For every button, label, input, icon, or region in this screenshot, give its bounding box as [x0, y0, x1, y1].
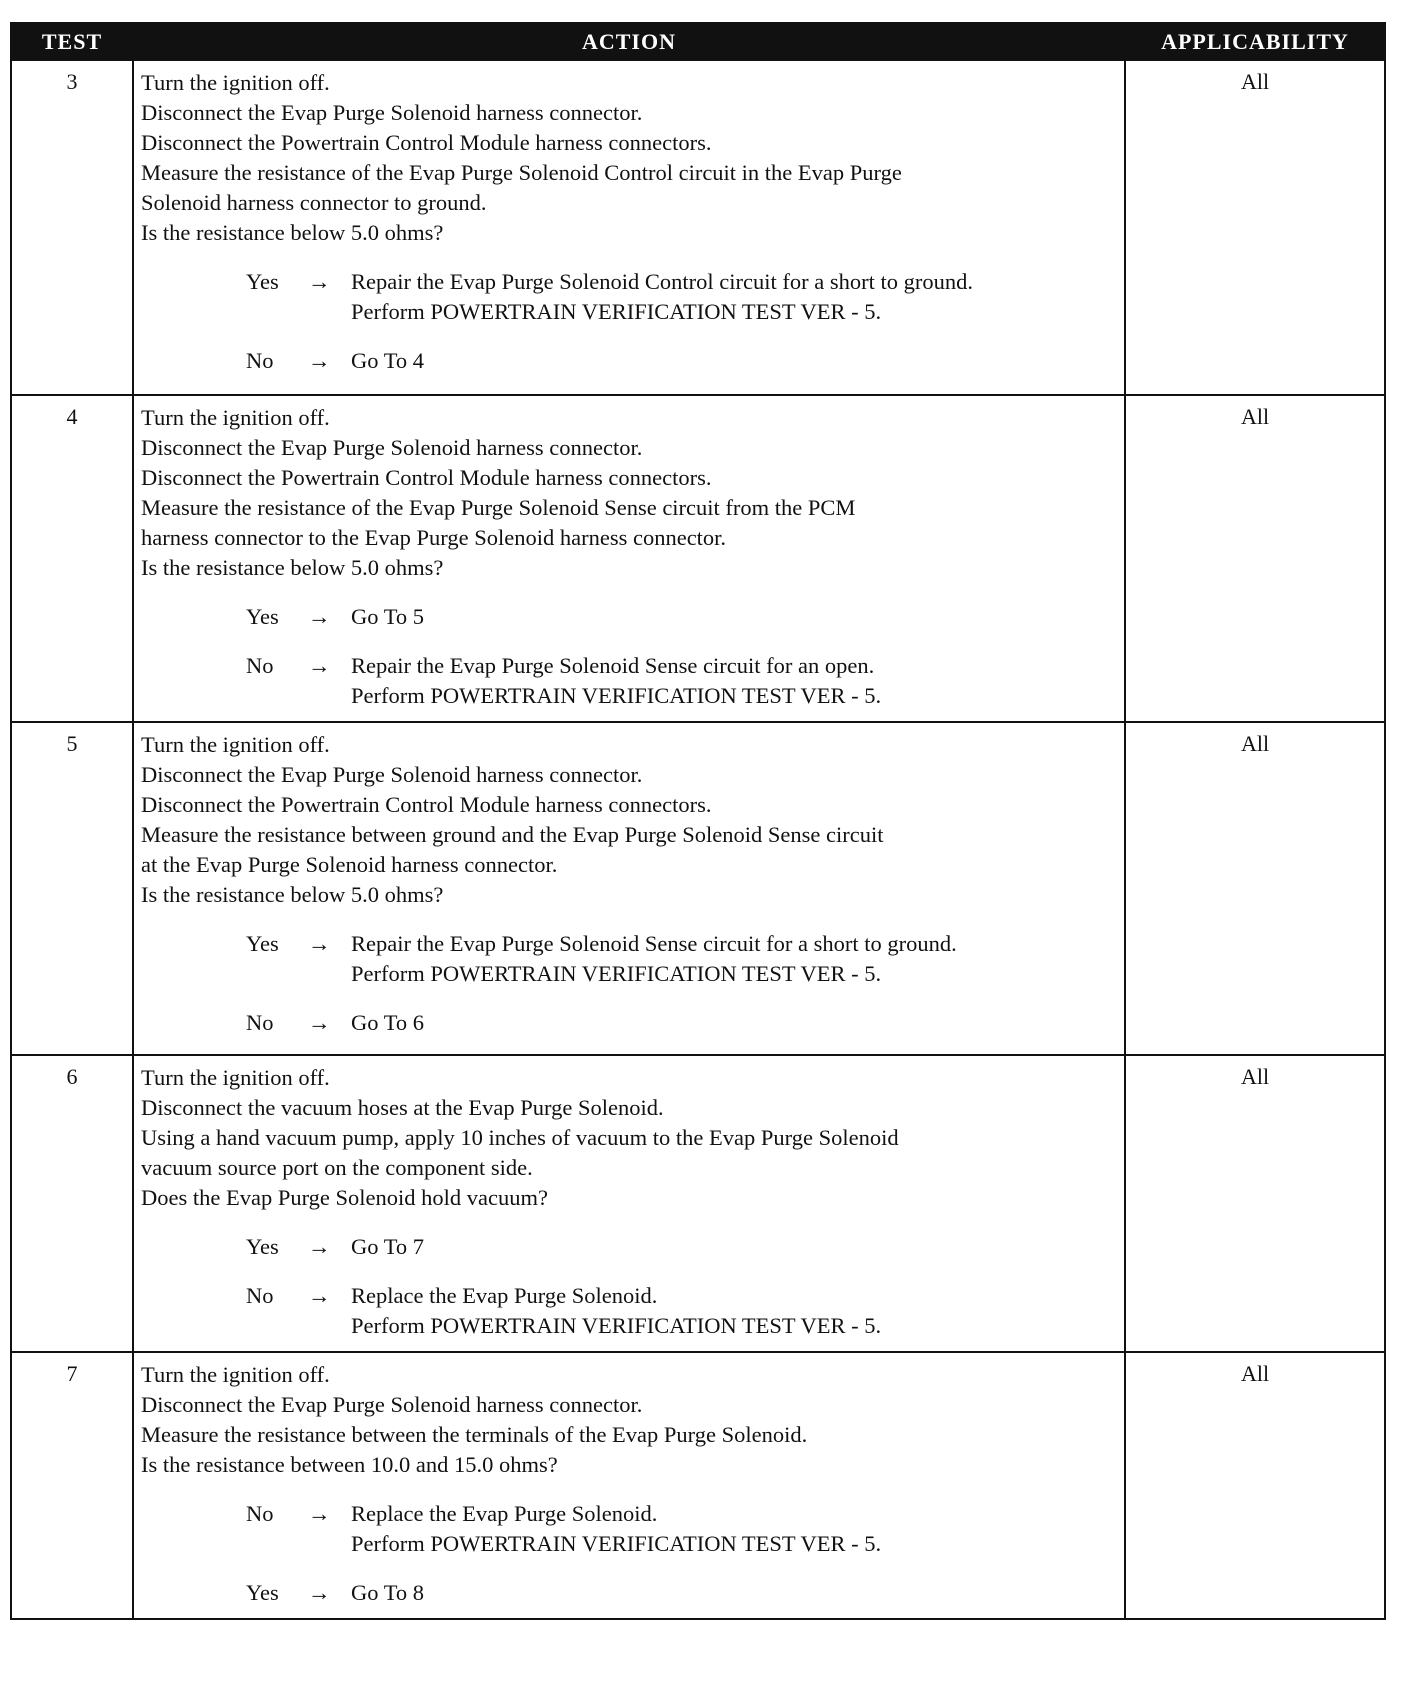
right-arrow-icon: → [308, 1010, 331, 1035]
result-line: Repair the Evap Purge Solenoid Control circuit for a short to ground. [351, 269, 973, 294]
right-arrow-icon: → [308, 1580, 331, 1605]
result-line: Perform POWERTRAIN VERIFICATION TEST VER - 5. [351, 961, 882, 986]
answer-result [351, 651, 1118, 711]
result-line: Replace the Evap Purge Solenoid. [351, 1501, 658, 1526]
answer-response: Yes [246, 269, 279, 294]
answer-branch [141, 929, 1118, 989]
action-cell [133, 395, 1125, 722]
result-line: Go To 8 [351, 1580, 425, 1605]
action-step: Turn the ignition off. [141, 1065, 330, 1090]
result-line: Perform POWERTRAIN VERIFICATION TEST VER - 5. [351, 1531, 882, 1556]
answer-result [351, 1499, 1118, 1559]
action-step: Turn the ignition off. [141, 1362, 330, 1387]
action-step: Turn the ignition off. [141, 405, 330, 430]
answer-result [351, 602, 1118, 632]
diagnostic-test-table [10, 22, 1386, 1620]
test-number: 4 [11, 395, 133, 722]
action-step: Turn the ignition off. [141, 732, 330, 757]
answer-response: Yes [246, 1234, 279, 1259]
action-cell [133, 1352, 1125, 1619]
answer-response: No [246, 348, 274, 373]
answer-branch [141, 1499, 1118, 1559]
answer-branch [141, 346, 1118, 376]
test-number: 6 [11, 1055, 133, 1352]
result-line: Go To 6 [351, 1010, 425, 1035]
test-number: 7 [11, 1352, 133, 1619]
answer-branch [141, 602, 1118, 632]
right-arrow-icon: → [308, 1501, 331, 1526]
answer-response: No [246, 1283, 274, 1308]
action-step: Disconnect the Evap Purge Solenoid harness connector. [141, 100, 643, 125]
answer-result [351, 1008, 1118, 1038]
result-line: Go To 7 [351, 1234, 425, 1259]
action-step: Disconnect the Evap Purge Solenoid harness connector. [141, 435, 643, 460]
action-step: Disconnect the vacuum hoses at the Evap Purge Solenoid. [141, 1095, 664, 1120]
action-step: Disconnect the Powertrain Control Module harness connectors. [141, 465, 712, 490]
applicability-cell: All [1125, 395, 1385, 722]
action-cell [133, 1055, 1125, 1352]
answer-result [351, 1232, 1118, 1262]
table-row [11, 395, 1385, 722]
answer-response: No [246, 1501, 274, 1526]
action-step: Is the resistance below 5.0 ohms? [141, 555, 444, 580]
header-applicability: APPLICABILITY [1125, 23, 1385, 60]
result-line: Go To 5 [351, 604, 425, 629]
action-step: Disconnect the Evap Purge Solenoid harness connector. [141, 762, 643, 787]
right-arrow-icon: → [308, 269, 331, 294]
answer-branch [141, 1232, 1118, 1262]
action-cell [133, 722, 1125, 1055]
diagnostic-test-document [10, 22, 1384, 1620]
action-step: Disconnect the Powertrain Control Module harness connectors. [141, 792, 712, 817]
answer-branch [141, 651, 1118, 711]
right-arrow-icon: → [308, 348, 331, 373]
answer-branch [141, 1008, 1118, 1038]
right-arrow-icon: → [308, 653, 331, 678]
answer-response: Yes [246, 931, 279, 956]
action-step: Measure the resistance between ground and the Evap Purge Solenoid Sense circuit [141, 822, 884, 847]
action-step: Measure the resistance of the Evap Purge Solenoid Sense circuit from the PCM [141, 495, 856, 520]
action-step: harness connector to the Evap Purge Solenoid harness connector. [141, 525, 727, 550]
right-arrow-icon: → [308, 931, 331, 956]
result-line: Repair the Evap Purge Solenoid Sense circuit for a short to ground. [351, 931, 957, 956]
action-step: at the Evap Purge Solenoid harness connector. [141, 852, 558, 877]
answer-branch [141, 1578, 1118, 1608]
action-step: Is the resistance below 5.0 ohms? [141, 882, 444, 907]
answer-branch [141, 267, 1118, 327]
action-step: Disconnect the Evap Purge Solenoid harness connector. [141, 1392, 643, 1417]
result-line: Go To 4 [351, 348, 425, 373]
answer-result [351, 267, 1118, 327]
right-arrow-icon: → [308, 1234, 331, 1259]
test-number: 5 [11, 722, 133, 1055]
right-arrow-icon: → [308, 1283, 331, 1308]
result-line: Replace the Evap Purge Solenoid. [351, 1283, 658, 1308]
table-row [11, 1352, 1385, 1619]
table-row [11, 722, 1385, 1055]
answer-result [351, 346, 1118, 376]
result-line: Perform POWERTRAIN VERIFICATION TEST VER - 5. [351, 1313, 882, 1338]
answer-response: Yes [246, 604, 279, 629]
action-step: Disconnect the Powertrain Control Module harness connectors. [141, 130, 712, 155]
result-line: Perform POWERTRAIN VERIFICATION TEST VER - 5. [351, 683, 882, 708]
answer-result [351, 929, 1118, 989]
table-row [11, 1055, 1385, 1352]
action-step: Measure the resistance between the terminals of the Evap Purge Solenoid. [141, 1422, 808, 1447]
action-step: Turn the ignition off. [141, 70, 330, 95]
applicability-cell: All [1125, 60, 1385, 395]
action-step: Is the resistance below 5.0 ohms? [141, 220, 444, 245]
answer-result [351, 1578, 1118, 1608]
action-step: Does the Evap Purge Solenoid hold vacuum? [141, 1185, 549, 1210]
answer-response: Yes [246, 1580, 279, 1605]
action-step: Solenoid harness connector to ground. [141, 190, 487, 215]
applicability-cell: All [1125, 1055, 1385, 1352]
answer-result [351, 1281, 1118, 1341]
header-test: TEST [11, 23, 133, 60]
applicability-cell: All [1125, 722, 1385, 1055]
answer-branch [141, 1281, 1118, 1341]
action-step: Measure the resistance of the Evap Purge Solenoid Control circuit in the Evap Purge [141, 160, 902, 185]
table-header [11, 23, 1385, 60]
action-step: Is the resistance between 10.0 and 15.0 ohms? [141, 1452, 558, 1477]
result-line: Perform POWERTRAIN VERIFICATION TEST VER - 5. [351, 299, 882, 324]
table-body [11, 60, 1385, 1619]
action-step: Using a hand vacuum pump, apply 10 inches of vacuum to the Evap Purge Solenoid [141, 1125, 899, 1150]
table-row [11, 60, 1385, 395]
action-cell [133, 60, 1125, 395]
applicability-cell: All [1125, 1352, 1385, 1619]
header-action: ACTION [133, 23, 1125, 60]
answer-response: No [246, 653, 274, 678]
action-step: vacuum source port on the component side. [141, 1155, 533, 1180]
test-number: 3 [11, 60, 133, 395]
answer-response: No [246, 1010, 274, 1035]
result-line: Repair the Evap Purge Solenoid Sense circuit for an open. [351, 653, 875, 678]
right-arrow-icon: → [308, 604, 331, 629]
